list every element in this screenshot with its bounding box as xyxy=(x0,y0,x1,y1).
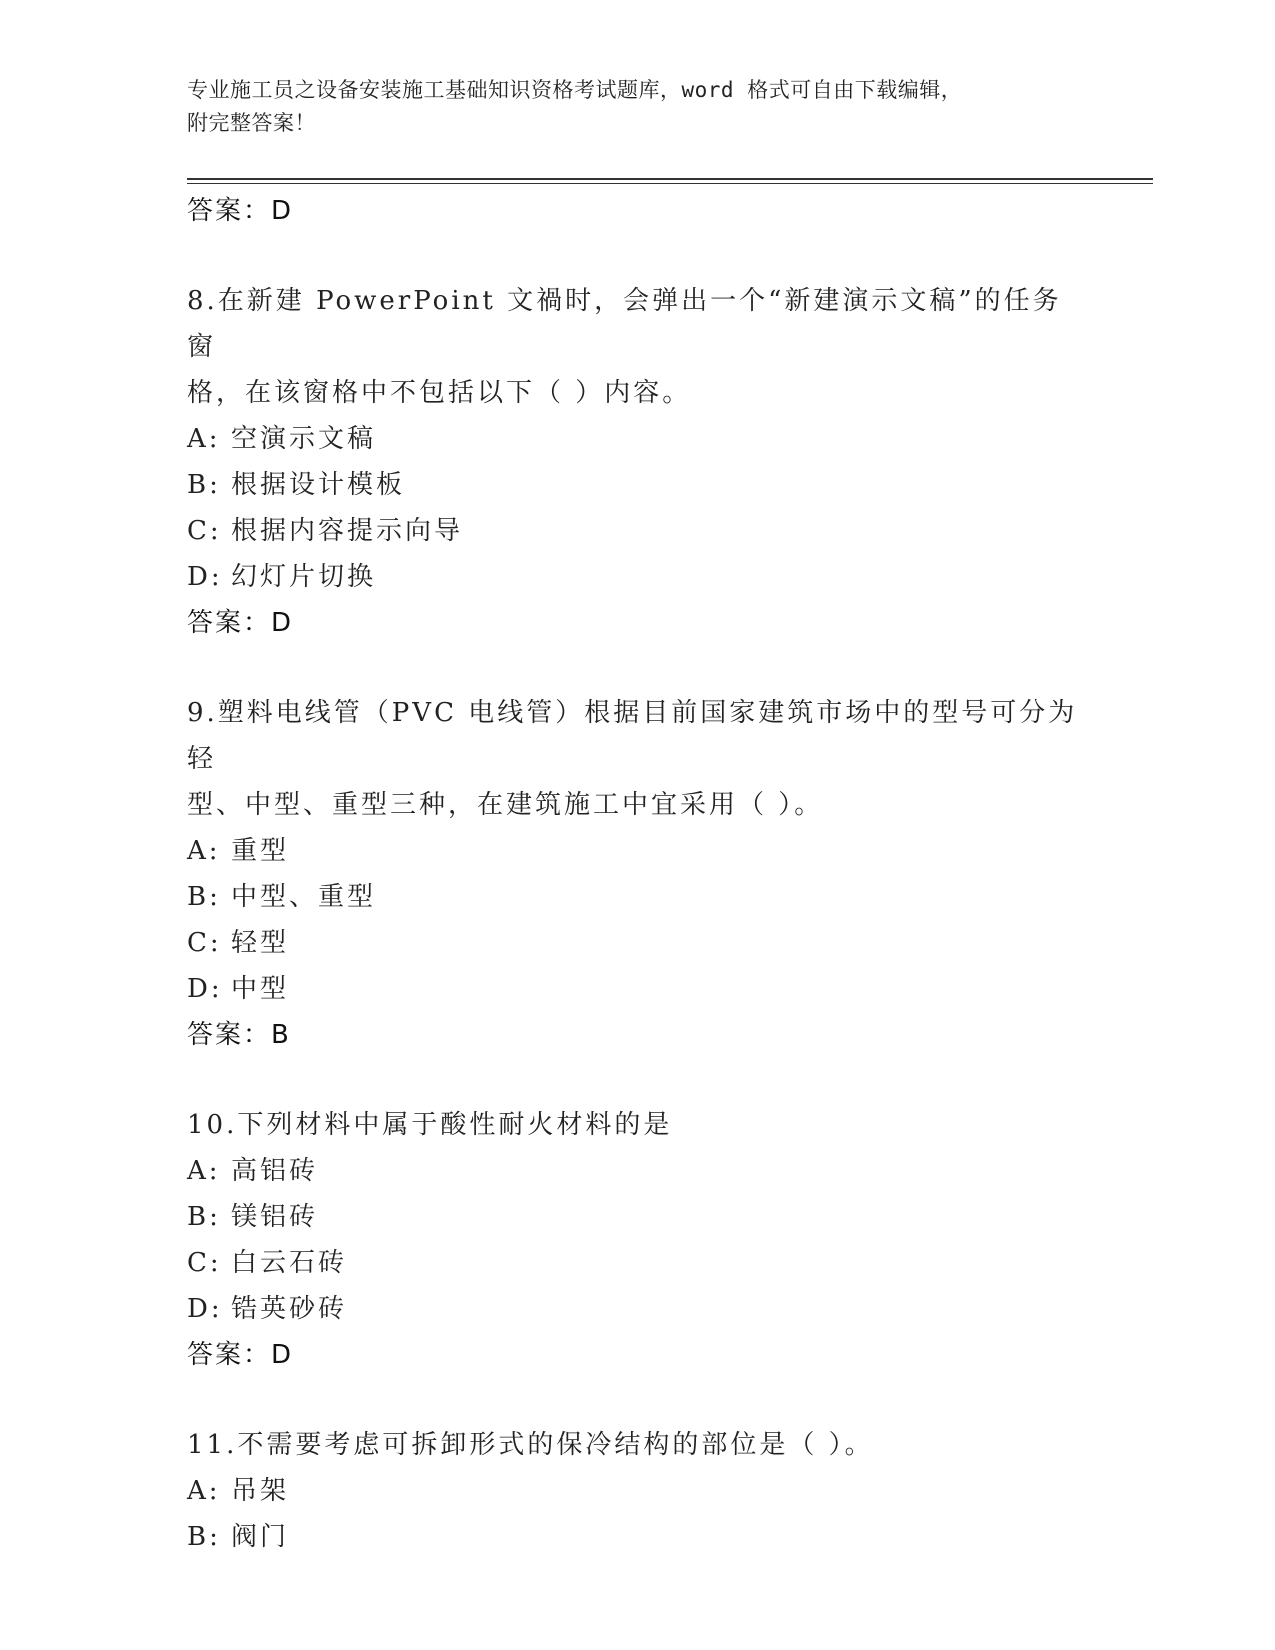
option-d xyxy=(187,554,1087,600)
option-text: 白云石砖 xyxy=(231,1248,348,1278)
option-letter: B: xyxy=(187,1522,221,1552)
header-line-1: 专业施工员之设备安装施工基础知识资格考试题库，word 格式可自由下载编辑， xyxy=(187,78,963,102)
question-text-line-1: 8.在新建 PowerPoint 文禍时，会弹出一个“新建演示文稿”的任务窗 xyxy=(187,286,1062,362)
question-list xyxy=(187,188,1087,1560)
option-d xyxy=(187,966,1087,1012)
header-divider-thick xyxy=(187,178,1153,180)
option-letter: C: xyxy=(187,1248,222,1278)
question-10 xyxy=(187,1102,1087,1378)
option-text: 吊架 xyxy=(231,1476,290,1506)
option-a xyxy=(187,828,1087,874)
option-letter: D: xyxy=(187,974,223,1004)
option-text: 镁铝砖 xyxy=(231,1202,319,1232)
option-b xyxy=(187,1514,1087,1560)
question-text xyxy=(187,690,1087,828)
question-text xyxy=(187,1102,1087,1148)
question-text-line-2: 格，在该窗格中不包括以下（ ）内容。 xyxy=(187,378,692,408)
option-a xyxy=(187,1148,1087,1194)
option-letter: B: xyxy=(187,470,221,500)
answer: 答案：B xyxy=(187,1020,291,1050)
option-c xyxy=(187,920,1087,966)
option-text: 根据设计模板 xyxy=(231,470,406,500)
option-d xyxy=(187,1286,1087,1332)
option-text: 锆英砂砖 xyxy=(231,1294,348,1324)
option-b xyxy=(187,1194,1087,1240)
question-9 xyxy=(187,690,1087,1058)
previous-answer: 答案：D xyxy=(187,196,294,226)
option-text: 高铝砖 xyxy=(231,1156,319,1186)
option-letter: B: xyxy=(187,1202,221,1232)
option-c xyxy=(187,1240,1087,1286)
question-text-line-1: 10.下列材料中属于酸性耐火材料的是 xyxy=(187,1110,673,1140)
option-letter: A: xyxy=(187,1476,221,1506)
option-c xyxy=(187,508,1087,554)
option-letter: A: xyxy=(187,424,221,454)
option-letter: C: xyxy=(187,928,222,958)
option-letter: D: xyxy=(187,562,223,592)
option-letter: D: xyxy=(187,1294,223,1324)
option-text: 根据内容提示向导 xyxy=(231,516,464,546)
option-letter: C: xyxy=(187,516,222,546)
question-text xyxy=(187,278,1087,416)
page-header xyxy=(187,74,1067,140)
question-text xyxy=(187,1422,1087,1468)
question-8 xyxy=(187,278,1087,646)
answer: 答案：D xyxy=(187,1340,294,1370)
option-a xyxy=(187,1468,1087,1514)
question-text-line-2: 型、中型、重型三种，在建筑施工中宜采用（ ）。 xyxy=(187,790,824,820)
header-divider-thin xyxy=(187,183,1153,184)
option-b xyxy=(187,462,1087,508)
option-text: 重型 xyxy=(231,836,290,866)
option-letter: A: xyxy=(187,836,221,866)
option-text: 中型、重型 xyxy=(231,882,377,912)
option-text: 阀门 xyxy=(231,1522,290,1552)
answer: 答案：D xyxy=(187,608,294,638)
option-text: 轻型 xyxy=(231,928,290,958)
option-letter: A: xyxy=(187,1156,221,1186)
option-text: 空演示文稿 xyxy=(231,424,377,454)
question-text-line-1: 9.塑料电线管（PVC 电线管）根据目前国家建筑市场中的型号可分为轻 xyxy=(187,698,1078,774)
option-b xyxy=(187,874,1087,920)
question-text-line-1: 11.不需要考虑可拆卸形式的保冷结构的部位是（ ）。 xyxy=(187,1430,874,1460)
option-text: 幻灯片切换 xyxy=(231,562,377,592)
option-letter: B: xyxy=(187,882,221,912)
question-11 xyxy=(187,1422,1087,1560)
option-text: 中型 xyxy=(231,974,290,1004)
header-line-2: 附完整答案！ xyxy=(187,111,316,135)
option-a xyxy=(187,416,1087,462)
